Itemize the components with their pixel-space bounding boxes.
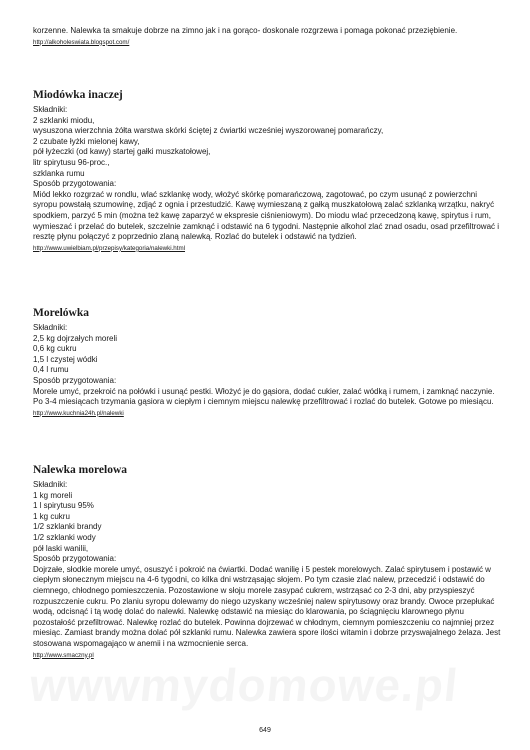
list-item: 0,6 kg cukru [33,344,77,354]
preparation-text: Morele umyć, przekroić na połówki i usunąć pestki. Włożyć je do gąsiora, dodać cukier, zalać wódką i rumem, i zamknąć naczynie. Po 3-4 miesiącach trzymania gąsiora w ciepłym i ciemnym miejscu nalewkę przefiltrować i rozlać do butelek. Gotowe po miesiącu. [33,386,495,407]
list-item: Sposób przygotowania: [33,179,117,189]
watermark [27,658,513,712]
list-item: 1 kg cukru [33,511,70,521]
list-item: 1/2 szklanki wody [33,532,96,542]
recipe-title: Nalewka morelowa [33,464,128,476]
list-item: 1 kg moreli [33,490,73,500]
list-item: Sposób przygotowania: [33,375,117,385]
recipe-title: Morelówka [33,307,90,319]
list-item: Składniki: [33,105,68,114]
source-link[interactable]: http://www.uwielbiam.pl/przepisy/kategoria/nalewki.html [33,244,186,252]
list-item: 2 szklanki miodu, [33,115,95,125]
list-item: pół laski wanilii, [33,543,89,553]
recipe-nalewka-morelowa [33,463,503,660]
list-item: 1 l spirytusu 95% [33,501,94,511]
list-item: 0,4 l rumu [33,365,69,375]
intro-block [33,26,503,47]
intro-source-link[interactable]: http://alkoholeswiata.blogspot.com/ [33,38,130,46]
intro-text: korzenne. Nalewka ta smakuje dobrze na zimno jak i na gorąco- doskonale rozgrzewa i pomaga pokonać przeziębienie. [33,26,458,35]
list-item: szklanka rumu [33,168,85,178]
list-item: Składniki: [33,323,68,332]
list-item: pół łyżeczki (od kawy) startej gałki muszkatołowej, [33,147,211,157]
ingredients-list [33,480,503,565]
list-item: litr spirytusu 96-proc., [33,157,110,167]
preparation-text: Miód lekko rozgrzać w rondlu, wlać szklankę wody, włożyć skórkę pomarańczową, zagotować, po czym usunąć z powierzchni syropu powstałą szumowinę, zdjąć z ognia i przestudzić. Kawę wymieszaną z gałką muszkatołową zalać szklanką wrzątku, nakryć spodkiem, parzyć 5 min (można też kawę zaparzyć w ekspresie ciśnieniowym). Do miodu wlać przecedzoną kawę, spirytus i rum, wymieszać i przelać do butelek, szczelnie zamknąć i odstawić na 6 tygodni. Następnie alkohol zlać znad osadu, osad przefiltrować i resztę płynu połączyć z poprzednio zlaną nalewką. Rozlać do butelek i odstawić na tydzień. [33,189,500,242]
recipe-title: Miodówka inaczej [33,89,123,101]
list-item: Sposób przygotowania: [33,554,117,564]
list-item: 1,5 l czystej wódki [33,354,98,364]
ingredients-list [33,323,503,387]
source-link[interactable]: http://www.smaczny.pl [33,651,94,659]
list-item: 2 czubate łyżki mielonej kawy, [33,136,140,146]
list-item: 1/2 szklanki brandy [33,522,102,532]
list-item: Składniki: [33,480,68,489]
page-number: 649 [259,727,271,734]
list-item: wysuszona wierzchnia żółta warstwa skórki ściętej z ćwiartki wcześniej wyszorowanej pomarańczy, [33,126,384,136]
recipe-morelowka [33,306,503,418]
recipe-miodowka [33,88,503,253]
ingredients-list [33,105,503,190]
list-item: 2,5 kg dojrzałych moreli [33,333,118,343]
preparation-text: Dojrzałe, słodkie morele umyć, osuszyć i pokroić na ćwiartki. Dodać wanilię i 5 pestek morelowych. Zalać spirytusem i postawić w ciepłym słonecznym miejscu na 4-6 tygodni, co kilka dni wstrząsając słojem. Po tym czasie zlać nalew, przecedzić i odstawić do ciemnego, chłodnego pomieszczenia. Pozostawione w słoju morele zasypać cukrem, wstrząsać co 2-3 dni, aby przyspieszyć rozpuszczenie cukru. Po zlaniu syropu dolewamy do niego uzyskany wcześniej nalew spirytusowy oraz brandy. Owoce przepłukać wodą, odcisnąć i tą wodę dolać do nalewki. Nalewkę odstawić na miesiąc do klarowania, po ściągnięciu klarownego płynu pozostałość przefiltrować. Nalewkę rozlać do butelek. Powinna dojrzewać w chłodnym, ciemnym pomieszczeniu co najmniej przez miesiąc. Zamiast brandy można dolać pół szklanki rumu. Nalewka zawiera spore ilości witamin i dobrze przyswajalnego żelaza. Jest stosowana wspomagająco w anemii i na wzmocnienie serca. [33,564,501,648]
source-link[interactable]: http://www.kuchnia24h.pl/nalewki [33,409,124,417]
